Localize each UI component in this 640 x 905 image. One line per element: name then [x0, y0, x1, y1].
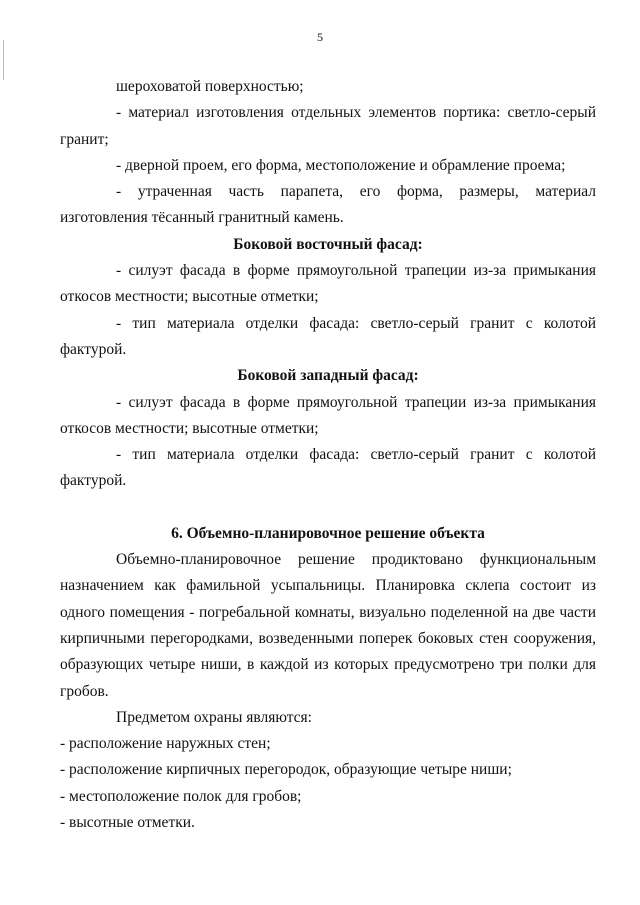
page-number: 5 — [317, 30, 323, 44]
protection-item: - местоположение полок для гробов; — [60, 787, 302, 805]
west-facade-item: - тип материала отделки фасада: светло-серый гранит с колотой фактурой. — [60, 446, 596, 490]
list-item-parapet: - утраченная часть парапета, его форма, размеры, материал изготовления тёсанный гранитный камень. — [60, 183, 596, 227]
document-body — [60, 74, 596, 836]
scan-margin-mark — [3, 40, 4, 80]
east-facade-item: - тип материала отделки фасада: светло-серый гранит с колотой фактурой. — [60, 314, 596, 358]
list-item-doorway: - дверной проем, его форма, местоположение и обрамление проема; — [116, 156, 566, 174]
east-facade-item: - силуэт фасада в форме прямоугольной трапеции из-за примыкания откосов местности; высотные отметки; — [60, 262, 596, 306]
section-6-body: Объемно-планировочное решение продиктовано функциональным назначением как фамильной усыпальницы. Планировка склепа состоит из одного помещения - погребальной комнаты, визуально поделенной на две части кирпичными перегородками, возведенными поперек боковых стен сооружения, образующих четыре ниши, в каждой из которых предусмотрено три полки для гробов. — [60, 551, 596, 700]
protection-item: - высотные отметки. — [60, 814, 195, 832]
east-facade-heading: Боковой восточный фасад: — [233, 235, 423, 253]
section-6-heading: 6. Объемно-планировочное решение объекта — [171, 524, 485, 542]
west-facade-heading: Боковой западный фасад: — [237, 367, 419, 385]
list-item-portico-material: - материал изготовления отдельных элементов портика: светло-серый гранит; — [60, 104, 596, 148]
protection-intro: Предметом охраны являются: — [116, 708, 312, 726]
protection-item: - расположение кирпичных перегородок, образующие четыре ниши; — [60, 761, 512, 779]
west-facade-item: - силуэт фасада в форме прямоугольной трапеции из-за примыкания откосов местности; высотные отметки; — [60, 393, 596, 437]
protection-item: - расположение наружных стен; — [60, 735, 271, 753]
paragraph-continuation: шероховатой поверхностью; — [116, 78, 304, 95]
